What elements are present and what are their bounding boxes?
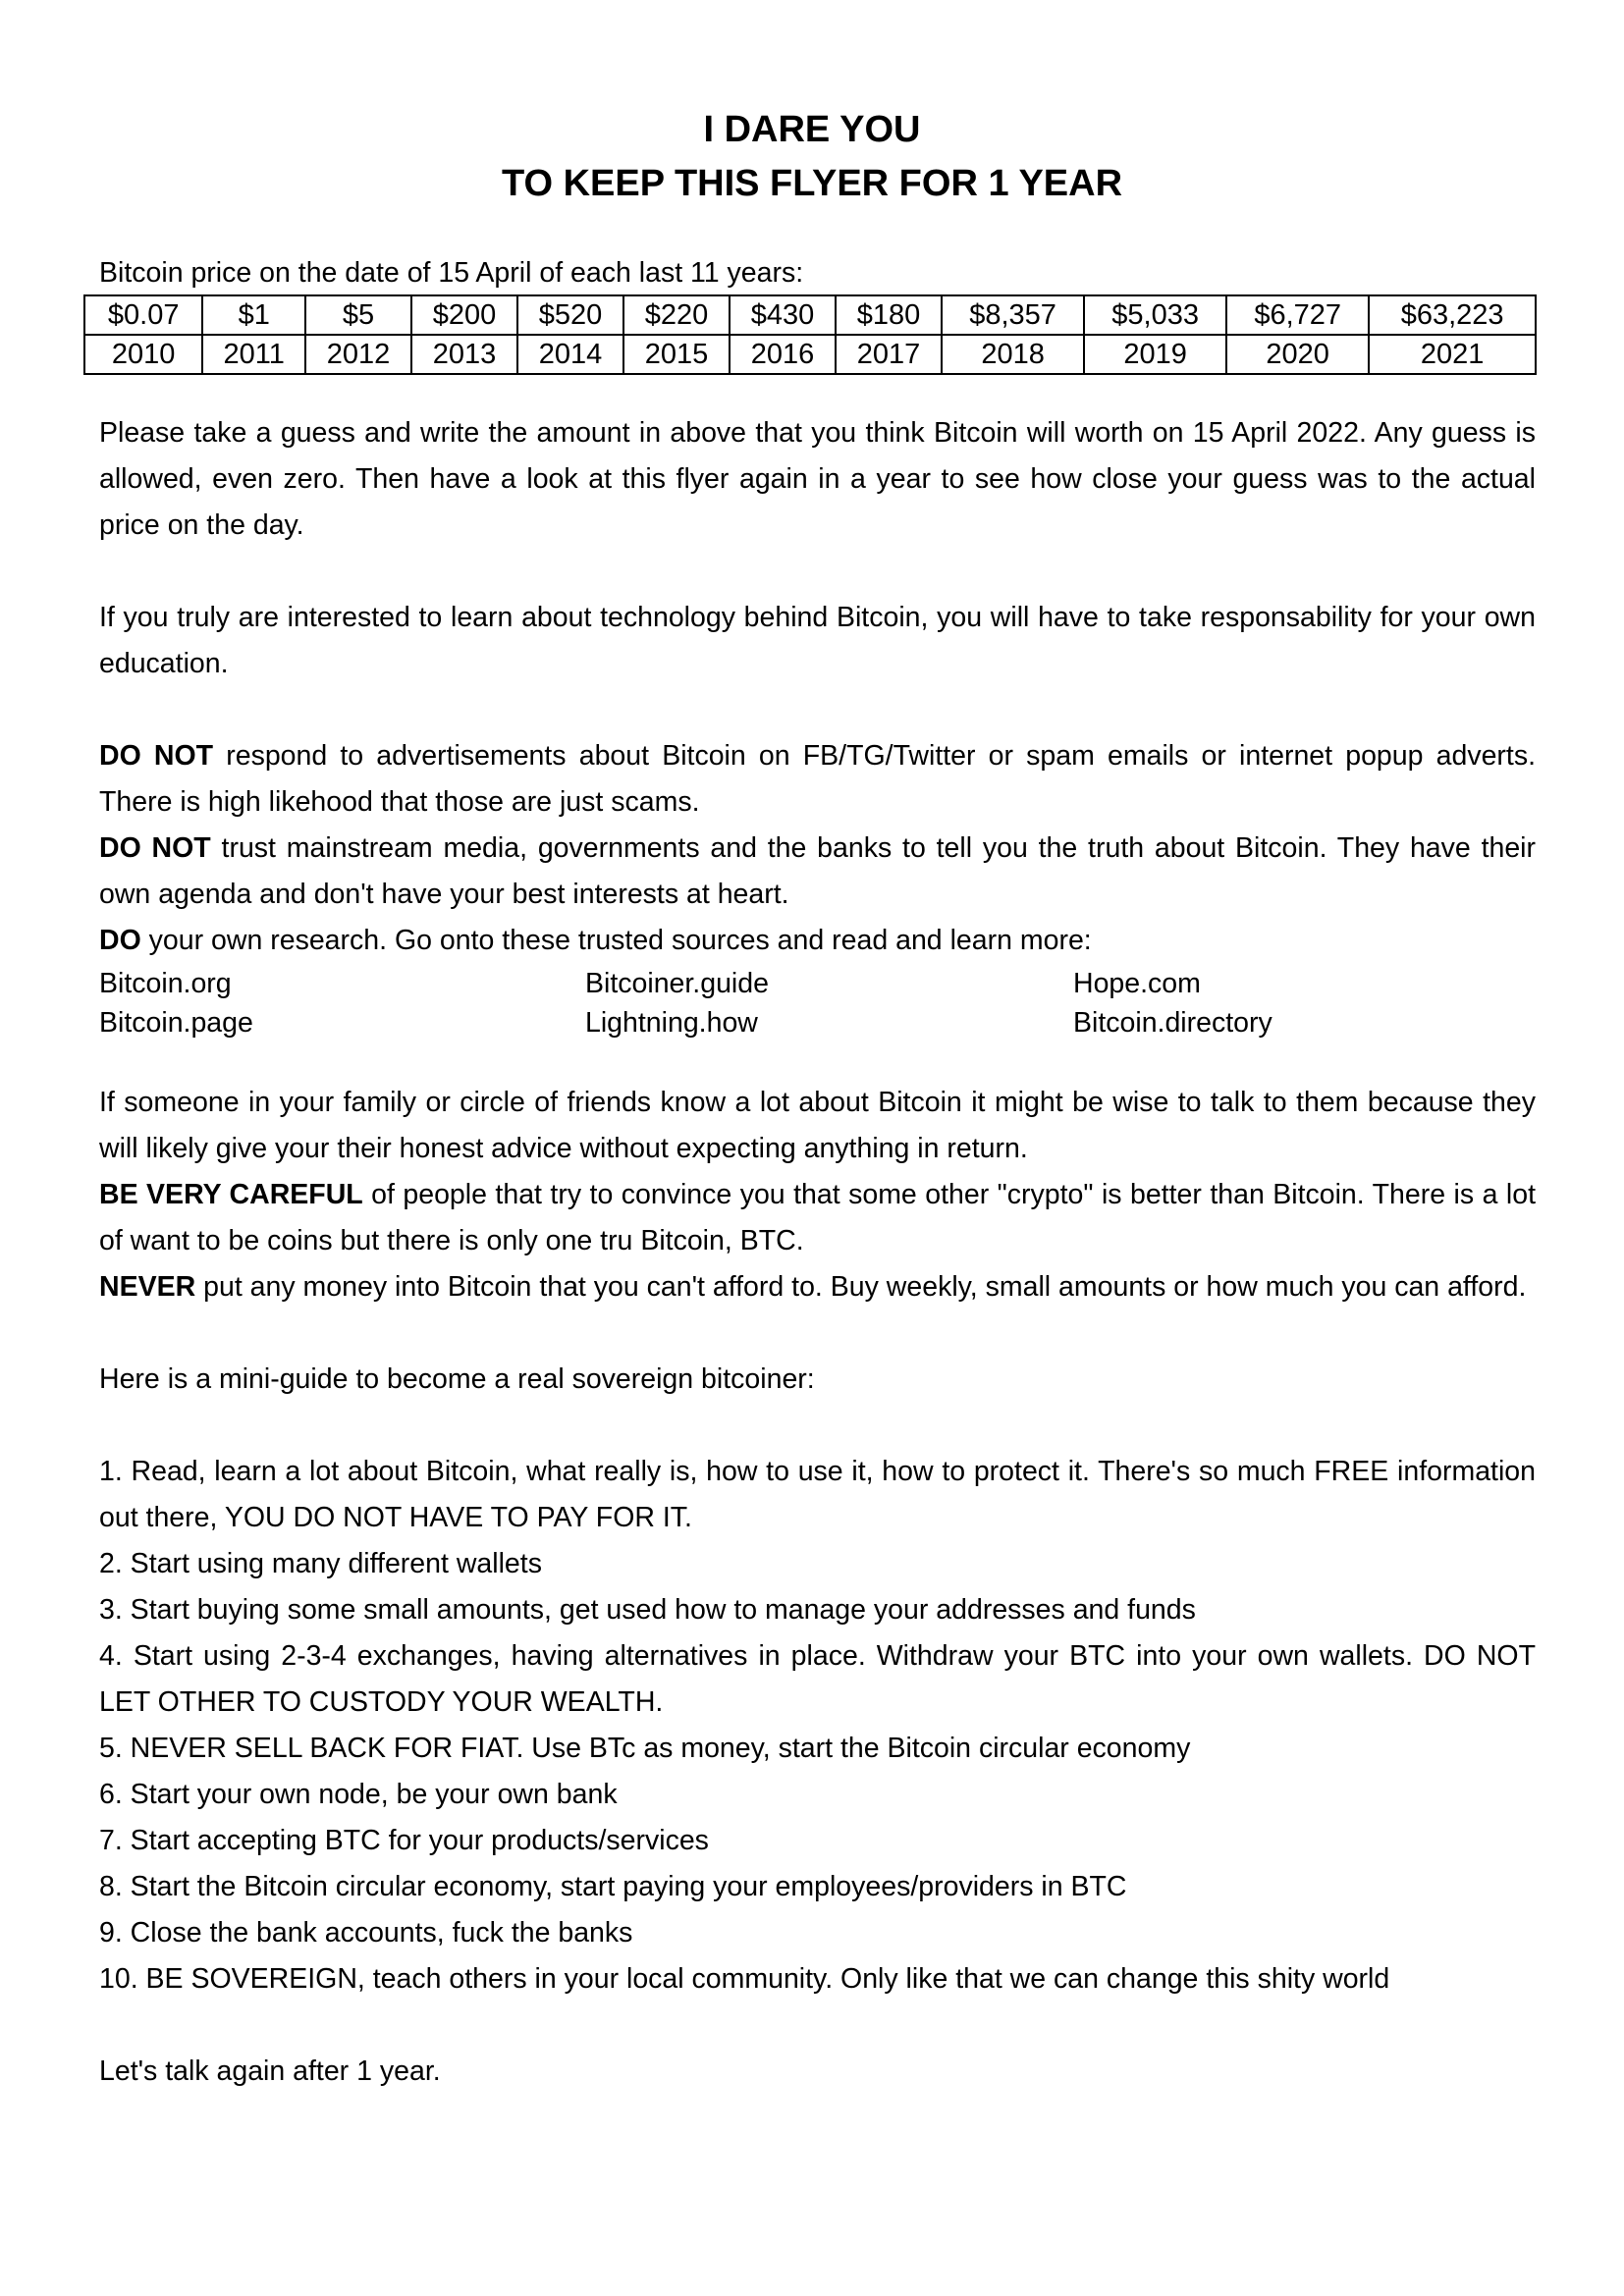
spacer [99, 2002, 1536, 2049]
dont-trust-text: trust mainstream media, governments and the banks to tell you the truth about Bitcoin. They have their own agenda and don't have your best interests at heart. [99, 832, 1537, 910]
do-research-text: your own research. Go onto these trusted sources and read and learn more: [140, 925, 1092, 956]
year-row [84, 335, 1536, 374]
trusted-sources [99, 964, 1536, 1042]
source-link: Bitcoin.org [99, 968, 232, 999]
flyer-content [99, 253, 1536, 2095]
year-cell: 2016 [730, 335, 836, 374]
guide-step: 10. BE SOVEREIGN, teach others in your local community. Only like that we can change this shity world [99, 1963, 1390, 1995]
spacer [99, 1403, 1536, 1449]
spacer [99, 549, 1536, 595]
price-cell: $430 [730, 295, 836, 335]
interested-paragraph: If you truly are interested to learn about technology behind Bitcoin, you will have to take responsability for your own education. [99, 602, 1536, 679]
price-cell: $180 [836, 295, 942, 335]
guess-paragraph: Please take a guess and write the amount in above that you think Bitcoin will worth on 15 April 2022. Any guess is allowed, even zero. Then have a look at this flyer again in a year to see how close your guess was to the actual price on the day. [99, 417, 1536, 541]
spacer [99, 687, 1536, 733]
guide-step: 7. Start accepting BTC for your products/services [99, 1825, 709, 1856]
careful-paragraph [99, 1172, 1536, 1264]
price-intro: Bitcoin price on the date of 15 April of each last 11 years: [99, 257, 804, 289]
guide-intro: Here is a mini-guide to become a real sovereign bitcoiner: [99, 1363, 815, 1395]
never-emphasis: NEVER [99, 1271, 196, 1303]
year-cell: 2011 [202, 335, 305, 374]
dont-respond-emphasis: DO NOT [99, 740, 214, 772]
guide-step: 4. Start using 2-3-4 exchanges, having alternatives in place. Withdraw your BTC into your own wallets. DO NOT LET OTHER TO CUSTODY YOUR WEALTH. [99, 1640, 1536, 1718]
source-link: Bitcoin.directory [1073, 1007, 1272, 1039]
year-cell: 2010 [84, 335, 202, 374]
spacer [99, 1310, 1536, 1357]
closing-line: Let's talk again after 1 year. [99, 2056, 441, 2087]
price-cell: $63,223 [1369, 295, 1536, 335]
never-text: put any money into Bitcoin that you can't afford to. Buy weekly, small amounts or how much you can afford. [195, 1271, 1527, 1303]
guide-step: 8. Start the Bitcoin circular economy, start paying your employees/providers in BTC [99, 1871, 1127, 1902]
price-cell: $520 [517, 295, 623, 335]
year-cell: 2015 [623, 335, 730, 374]
year-cell: 2017 [836, 335, 942, 374]
price-cell: $0.07 [84, 295, 202, 335]
year-cell: 2020 [1226, 335, 1369, 374]
guide-step: 5. NEVER SELL BACK FOR FIAT. Use BTc as money, start the Bitcoin circular economy [99, 1733, 1191, 1764]
price-cell: $200 [411, 295, 517, 335]
price-cell: $8,357 [942, 295, 1084, 335]
do-research-emphasis: DO [99, 925, 141, 956]
source-link: Bitcoiner.guide [585, 968, 769, 999]
price-cell: $220 [623, 295, 730, 335]
flyer-title [0, 103, 1624, 211]
sources-column-3 [1073, 964, 1536, 1042]
title-line-2: TO KEEP THIS FLYER FOR 1 YEAR [501, 163, 1123, 204]
mini-guide-list [99, 1449, 1536, 2002]
dont-trust-paragraph [99, 826, 1536, 918]
guide-step: 3. Start buying some small amounts, get used how to manage your addresses and funds [99, 1594, 1196, 1626]
price-cell: $1 [202, 295, 305, 335]
family-paragraph: If someone in your family or circle of friends know a lot about Bitcoin it might be wise to talk to them because they will likely give your their honest advice without expecting anything in return. [99, 1087, 1536, 1164]
source-link: Hope.com [1073, 968, 1201, 999]
price-row [84, 295, 1536, 335]
careful-emphasis: BE VERY CAREFUL [99, 1179, 363, 1210]
spacer [99, 1042, 1536, 1080]
source-link: Lightning.how [585, 1007, 758, 1039]
sources-column-2 [585, 964, 1073, 1042]
price-cell: $5,033 [1084, 295, 1226, 335]
dont-respond-text: respond to advertisements about Bitcoin on FB/TG/Twitter or spam emails or internet popup adverts. There is high likehood that those are just scams. [99, 740, 1537, 818]
sources-column-1 [99, 964, 585, 1042]
guide-step: 6. Start your own node, be your own bank [99, 1779, 618, 1810]
do-research-paragraph [99, 918, 1536, 964]
price-cell: $6,727 [1226, 295, 1369, 335]
careful-text: of people that try to convince you that some other "crypto" is better than Bitcoin. There is a lot of want to be coins but there is only one tru Bitcoin, BTC. [99, 1179, 1536, 1256]
year-cell: 2014 [517, 335, 623, 374]
source-link: Bitcoin.page [99, 1007, 253, 1039]
year-cell: 2018 [942, 335, 1084, 374]
year-cell: 2019 [1084, 335, 1226, 374]
year-cell: 2012 [305, 335, 411, 374]
year-cell: 2021 [1369, 335, 1536, 374]
dont-respond-paragraph [99, 733, 1536, 826]
guide-step: 2. Start using many different wallets [99, 1548, 542, 1579]
guide-step: 1. Read, learn a lot about Bitcoin, what really is, how to use it, how to protect it. There's so much FREE information out there, YOU DO NOT HAVE TO PAY FOR IT. [99, 1456, 1536, 1533]
price-table [83, 294, 1537, 375]
title-line-1: I DARE YOU [703, 109, 921, 150]
spacer [99, 375, 1536, 410]
dont-trust-emphasis: DO NOT [99, 832, 211, 864]
guide-step: 9. Close the bank accounts, fuck the banks [99, 1917, 633, 1949]
never-paragraph [99, 1264, 1536, 1310]
year-cell: 2013 [411, 335, 517, 374]
price-cell: $5 [305, 295, 411, 335]
